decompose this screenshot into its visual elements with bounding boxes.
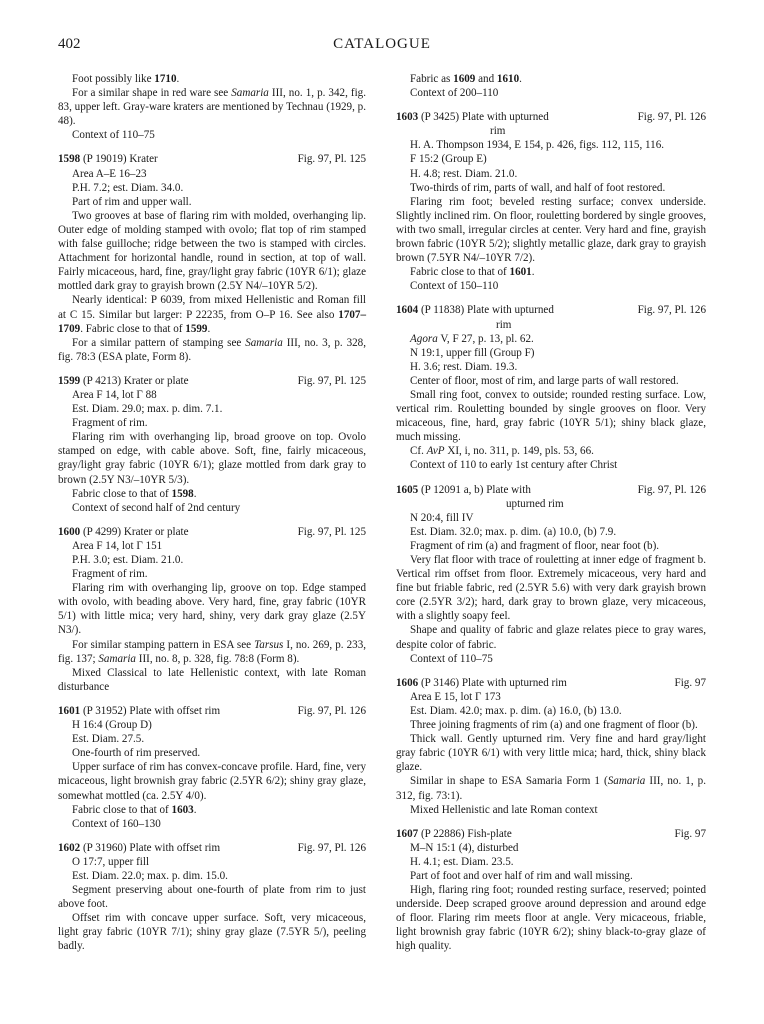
italic-title: AvP <box>426 445 445 458</box>
text-run: Plate with <box>486 483 531 496</box>
text-run: (P 31952) <box>82 704 127 717</box>
text-paragraph: Context of 160–130 <box>72 817 161 830</box>
catalogue-entry-1600 <box>58 525 366 694</box>
text-paragraph: N 19:1, upper fill (Group F) <box>410 346 535 359</box>
bold-reference: 1599 <box>185 322 208 335</box>
text-run: . <box>176 73 180 85</box>
text-run: and <box>478 73 495 85</box>
entry-heading <box>58 841 366 855</box>
text-paragraph: P.H. 3.0; est. Diam. 21.0. <box>72 554 184 566</box>
text-run: . <box>531 266 535 279</box>
text-paragraph <box>58 336 366 364</box>
entry-heading-text <box>58 152 292 166</box>
figure-ref: Fig. 97, Pl. 125 <box>297 374 366 387</box>
text-run: (P 19019) <box>82 153 127 166</box>
intro-notes <box>58 72 366 142</box>
page-number: 402 <box>58 36 81 52</box>
text-run: Foot possibly like <box>72 73 152 85</box>
text-paragraph: Context of 200–110 <box>410 87 499 100</box>
figure-ref: Fig. 97 <box>674 827 706 840</box>
text-run: XI, i, no. 311, p. 149, pls. 53, 66. <box>447 445 594 458</box>
right-column <box>396 72 706 954</box>
text-paragraph <box>396 265 706 279</box>
entry-heading <box>58 704 366 718</box>
text-paragraph: Part of rim and upper wall. <box>72 195 192 208</box>
text-paragraph: Est. Diam. 42.0; max. p. dim. (a) 16.0, (b) 13.0. <box>410 704 622 717</box>
text-paragraph: Est. Diam. 22.0; max. p. dim. 15.0. <box>72 869 228 882</box>
catalogue-entry-1605 <box>396 483 706 666</box>
italic-title: Tarsus <box>254 638 284 651</box>
text-paragraph: Context of 110 to early 1st century after Christ <box>410 459 618 472</box>
entry-heading <box>396 676 706 690</box>
figure-ref: Fig. 97, Pl. 126 <box>297 841 366 854</box>
text-paragraph: Area E 15, lot Γ 173 <box>410 690 501 703</box>
bold-reference: 1601 <box>509 266 532 279</box>
text-paragraph: H. A. Thompson 1934, E 154, p. 426, figs. 112, 115, 116. <box>410 139 665 152</box>
text-run: rim <box>490 125 506 138</box>
text-run: . <box>207 322 211 335</box>
entry-number: 1607 <box>396 827 419 840</box>
entry-number: 1603 <box>396 111 419 124</box>
text-run: I, no. 269, p. 233, fig. 137; <box>58 638 367 665</box>
italic-title: Samaria <box>245 336 283 349</box>
entry-heading <box>58 152 366 166</box>
catalogue-entry-1607 <box>396 827 706 954</box>
text-run: III, no. 8, p. 328, fig. 78:8 (Form 8). <box>138 652 300 665</box>
text-paragraph: Fragment of rim (a) and fragment of floor, near foot (b). <box>410 539 660 552</box>
italic-title: Samaria <box>231 87 269 100</box>
text-run: (P 11838) <box>420 304 465 317</box>
text-paragraph: H. 4.8; rest. Diam. 21.0. <box>410 167 518 180</box>
entry-description: Upper surface of rim has convex-concave profile. Hard, fine, very micaceous, light brownish gray fabric (2.5YR 6/2); shiny gray glaze, somewhat mottled (ca. 2.5Y 4/0). <box>58 761 366 802</box>
text-paragraph: Two-thirds of rim, parts of wall, and half of foot restored. <box>410 181 666 194</box>
entry-description: Offset rim with concave upper surface. Soft, very micaceous, light gray fabric (10YR 7/1); shiny gray glaze (7.5YR 5/), peeling badly. <box>58 912 366 953</box>
entry-description: Flaring rim with overhanging lip, groove on top. Edge stamped with ovolo, with beading above. Very hard, fine, gray fabric (10YR 5/1) with little mica; very hard, shiny, very dark gray glaze (2.5Y N3/). <box>58 582 366 637</box>
text-paragraph: Fragment of rim. <box>72 568 148 581</box>
text-run: . Fabric close to that of <box>80 322 183 335</box>
text-run: (P 4299) <box>82 525 122 538</box>
text-run: III, no. 3, p. 328, fig. 78:3 (ESA plate, Form 8). <box>58 336 367 363</box>
entry-heading-text <box>396 483 632 511</box>
running-title: CATALOGUE <box>333 36 431 52</box>
entry-heading-text <box>58 525 292 539</box>
text-run: Plate with upturned <box>461 111 549 124</box>
text-run: Fabric close to that of <box>410 266 507 279</box>
italic-title: Agora <box>410 332 438 345</box>
catalogue-entry-1602-continued <box>396 72 706 100</box>
figure-ref: Fig. 97, Pl. 126 <box>297 704 366 717</box>
text-paragraph: Context of second half of 2nd century <box>72 501 241 514</box>
text-paragraph <box>58 293 366 335</box>
text-run: (P 4213) <box>82 374 122 387</box>
text-run: Fabric close to that of <box>72 487 169 500</box>
bold-reference: 1609 <box>453 73 476 85</box>
entry-heading <box>58 525 366 539</box>
entry-number: 1605 <box>396 483 419 496</box>
text-paragraph: H. 4.1; est. Diam. 23.5. <box>410 855 514 868</box>
text-paragraph: O 17:7, upper fill <box>72 855 150 868</box>
italic-title: Samaria <box>607 775 646 788</box>
text-run: III, no. 1, p. 312, fig. 73:1). <box>396 775 707 802</box>
text-paragraph <box>396 72 706 86</box>
page-header <box>58 36 706 56</box>
text-run: (P 31960) <box>82 841 127 854</box>
entry-heading-text <box>396 827 669 841</box>
text-run: Plate with upturned <box>467 304 554 317</box>
entry-number: 1600 <box>58 525 81 538</box>
text-paragraph: Shape and quality of fabric and glaze relates piece to gray wares, despite color of fabric. <box>396 624 706 651</box>
text-paragraph: Area F 14, lot Γ 151 <box>72 539 163 552</box>
text-run: upturned rim <box>506 497 564 510</box>
text-run: For a similar shape in red ware see <box>72 87 229 100</box>
entry-heading <box>396 483 706 511</box>
text-run: Krater <box>129 153 158 166</box>
text-paragraph: Part of foot and over half of rim and wall missing. <box>410 869 633 882</box>
bold-reference: 1610 <box>496 73 520 85</box>
text-paragraph: H 16:4 (Group D) <box>72 719 152 732</box>
entry-description: Two grooves at base of flaring rim with molded, overhanging lip. Outer edge of molding stamped with ovolo; flat top of rim stamped with false guilloche; ridge between the two is stamped with circles. Attachment for horizontal handle, round in section, at top of wall. Fairly micaceous, hard, fine, gray/light gray fabric (10YR 6/1); glaze mottled dark gray to grayish brown (2.5Y N4/–10YR 5/2). <box>58 209 366 293</box>
text-paragraph <box>396 332 706 346</box>
text-paragraph: Context of 110–75 <box>410 652 493 665</box>
text-paragraph: Center of floor, most of rim, and large parts of wall restored. <box>410 374 679 387</box>
text-run: III, no. 1, p. 342, fig. 83, upper left. Gray-ware kraters are mentioned by Technau (1929, p. 48). <box>58 87 366 128</box>
text-paragraph <box>58 638 366 666</box>
intro-context: Context of 110–75 <box>72 129 155 142</box>
text-paragraph: Area A–E 16–23 <box>72 167 147 180</box>
text-run: (P 3425) <box>420 111 460 124</box>
entry-number: 1606 <box>396 676 419 689</box>
text-run: (P 12091 a, b) <box>420 483 484 496</box>
entry-number: 1601 <box>58 704 81 717</box>
text-run: Krater or plate <box>123 374 189 387</box>
catalogue-entry-1599 <box>58 374 366 515</box>
text-paragraph <box>396 444 706 458</box>
figure-ref: Fig. 97 <box>674 676 706 689</box>
entry-heading-text <box>396 110 632 138</box>
entry-heading-text <box>58 374 292 388</box>
text-paragraph: H. 3.6; rest. Diam. 19.3. <box>410 360 518 373</box>
bold-reference: 1710 <box>154 73 177 85</box>
catalogue-entry-1601 <box>58 704 366 831</box>
text-run: . <box>193 803 197 816</box>
text-paragraph: Three joining fragments of rim (a) and one fragment of floor (b). <box>410 719 698 732</box>
text-paragraph: Fragment of rim. <box>72 417 148 430</box>
text-paragraph: Mixed Classical to late Hellenistic context, with late Roman disturbance <box>58 666 366 693</box>
figure-ref: Fig. 97, Pl. 125 <box>297 525 366 538</box>
bold-reference: 1603 <box>171 803 194 816</box>
text-run: . <box>193 487 197 500</box>
text-run: For a similar pattern of stamping see <box>72 336 242 349</box>
catalogue-entry-1598 <box>58 152 366 363</box>
entry-description: Thick wall. Gently upturned rim. Very fine and hard gray/light gray fabric (10YR 6/1) with very little mica; hard, thick, shiny black glaze. <box>396 733 706 774</box>
entry-number: 1604 <box>396 304 419 317</box>
text-run: (P 3146) <box>420 676 460 689</box>
entry-description: Flaring rim foot; beveled resting surface; convex underside. Slightly inclined rim. On floor, rouletting bordered by single grooves, with two small, irregular circles at center. Very hard and fine, grayish brown fabric (10YR 5/2); slightly metallic glaze, dark gray to grayish brown (7.5YR N4/–10YR 7/2). <box>396 195 706 265</box>
entry-heading-text <box>58 841 292 855</box>
text-paragraph: P.H. 7.2; est. Diam. 34.0. <box>72 181 184 194</box>
text-paragraph <box>58 803 366 817</box>
text-paragraph: Mixed Hellenistic and late Roman context <box>410 803 598 816</box>
text-run: Fish-plate <box>467 827 512 840</box>
bold-reference: 1598 <box>171 487 194 500</box>
text-paragraph <box>58 487 366 501</box>
figure-ref: Fig. 97, Pl. 126 <box>637 304 706 317</box>
text-paragraph: Context of 150–110 <box>410 280 499 293</box>
catalogue-entry-1603 <box>396 110 706 293</box>
text-run: Fabric as <box>410 73 451 85</box>
italic-title: Samaria <box>98 652 136 665</box>
text-paragraph: N 20:4, fill IV <box>410 511 474 524</box>
text-run: (P 22886) <box>420 827 465 840</box>
entry-description: Very flat floor with trace of rouletting at inner edge of fragment b. Vertical rim offset from floor. Extremely micaceous, very hard and fine but friable fabric, red (2.5YR 5.6) with very dark grayish brown core (2.5YR 3/2); hard, dark gray to brown glaze, very micaceous, with a slightly soapy feel. <box>396 554 706 623</box>
figure-ref: Fig. 97, Pl. 126 <box>637 111 706 124</box>
text-run: Krater or plate <box>123 525 189 538</box>
entry-heading-text <box>396 676 669 690</box>
text-run: Fabric close to that of <box>72 803 169 816</box>
entry-heading <box>396 827 706 841</box>
entry-number: 1598 <box>58 153 81 166</box>
text-run: Plate with offset rim <box>129 841 221 854</box>
text-paragraph: F 15:2 (Group E) <box>410 153 487 166</box>
entry-heading <box>396 303 706 331</box>
text-run: . <box>519 73 522 85</box>
entry-heading-text <box>396 303 632 331</box>
figure-ref: Fig. 97, Pl. 125 <box>297 153 366 166</box>
text-run: V, F 27, p. 13, pl. 62. <box>440 332 534 345</box>
entry-heading-text <box>58 704 292 718</box>
figure-ref: Fig. 97, Pl. 126 <box>637 483 706 496</box>
text-paragraph: M–N 15:1 (4), disturbed <box>410 841 519 854</box>
text-run: Similar in shape to ESA Samaria Form 1 ( <box>410 775 608 788</box>
text-run: Plate with upturned rim <box>461 676 567 689</box>
entry-description: Flaring rim with overhanging lip, broad groove on top. Ovolo stamped on edge, with cable above. Soft, fine, fairly micaceous, gray/light gray fabric (10YR 6/1); glaze mottled from dark gray to brown (2.5Y N3/–10YR 5/3). <box>58 431 366 486</box>
catalogue-entry-1602 <box>58 841 366 954</box>
entry-number: 1599 <box>58 374 81 387</box>
bold-reference: 1707–1709 <box>58 308 366 335</box>
text-paragraph: Segment preserving about one-fourth of plate from rim to just above foot. <box>58 884 366 911</box>
text-paragraph: Est. Diam. 27.5. <box>72 733 145 746</box>
text-run: Nearly identical: P 6039, from mixed Hellenistic and Roman fill at C 15. Similar but larger: P 22235, from O–P 16. See also <box>58 294 366 321</box>
entry-description: High, flaring ring foot; rounded resting surface, reserved; pointed underside. Deep scraped groove around depression and around edge of floor. Flaring rim meets floor at angle. Very micaceous, friable, light brownish gray fabric (10YR 6/2); shiny black-to-gray glaze of high quality. <box>396 884 706 953</box>
text-paragraph <box>396 774 706 802</box>
text-paragraph: One-fourth of rim preserved. <box>72 747 201 760</box>
entry-heading <box>58 374 366 388</box>
text-paragraph: Area F 14, lot Γ 88 <box>72 388 157 401</box>
left-column <box>58 72 366 954</box>
text-run: For similar stamping pattern in ESA see <box>72 638 252 651</box>
intro-foot-note <box>58 72 366 86</box>
catalogue-entry-1606 <box>396 676 706 817</box>
text-run: Plate with offset rim <box>129 704 221 717</box>
text-run: Cf. <box>410 445 424 458</box>
text-paragraph: Est. Diam. 32.0; max. p. dim. (a) 10.0, (b) 7.9. <box>410 525 617 538</box>
entry-heading <box>396 110 706 138</box>
text-run: rim <box>496 318 512 331</box>
catalogue-entry-1604 <box>396 303 706 472</box>
intro-comparison <box>58 86 366 128</box>
entry-description: Small ring foot, convex to outside; rounded resting surface. Low, vertical rim. Rouletting bounded by single grooves on floor. Very micaceous, fine, hard, gray fabric (10YR 5/1); shiny black glaze, much missing. <box>396 388 706 444</box>
text-paragraph: Est. Diam. 29.0; max. p. dim. 7.1. <box>72 403 223 416</box>
entry-number: 1602 <box>58 841 81 854</box>
